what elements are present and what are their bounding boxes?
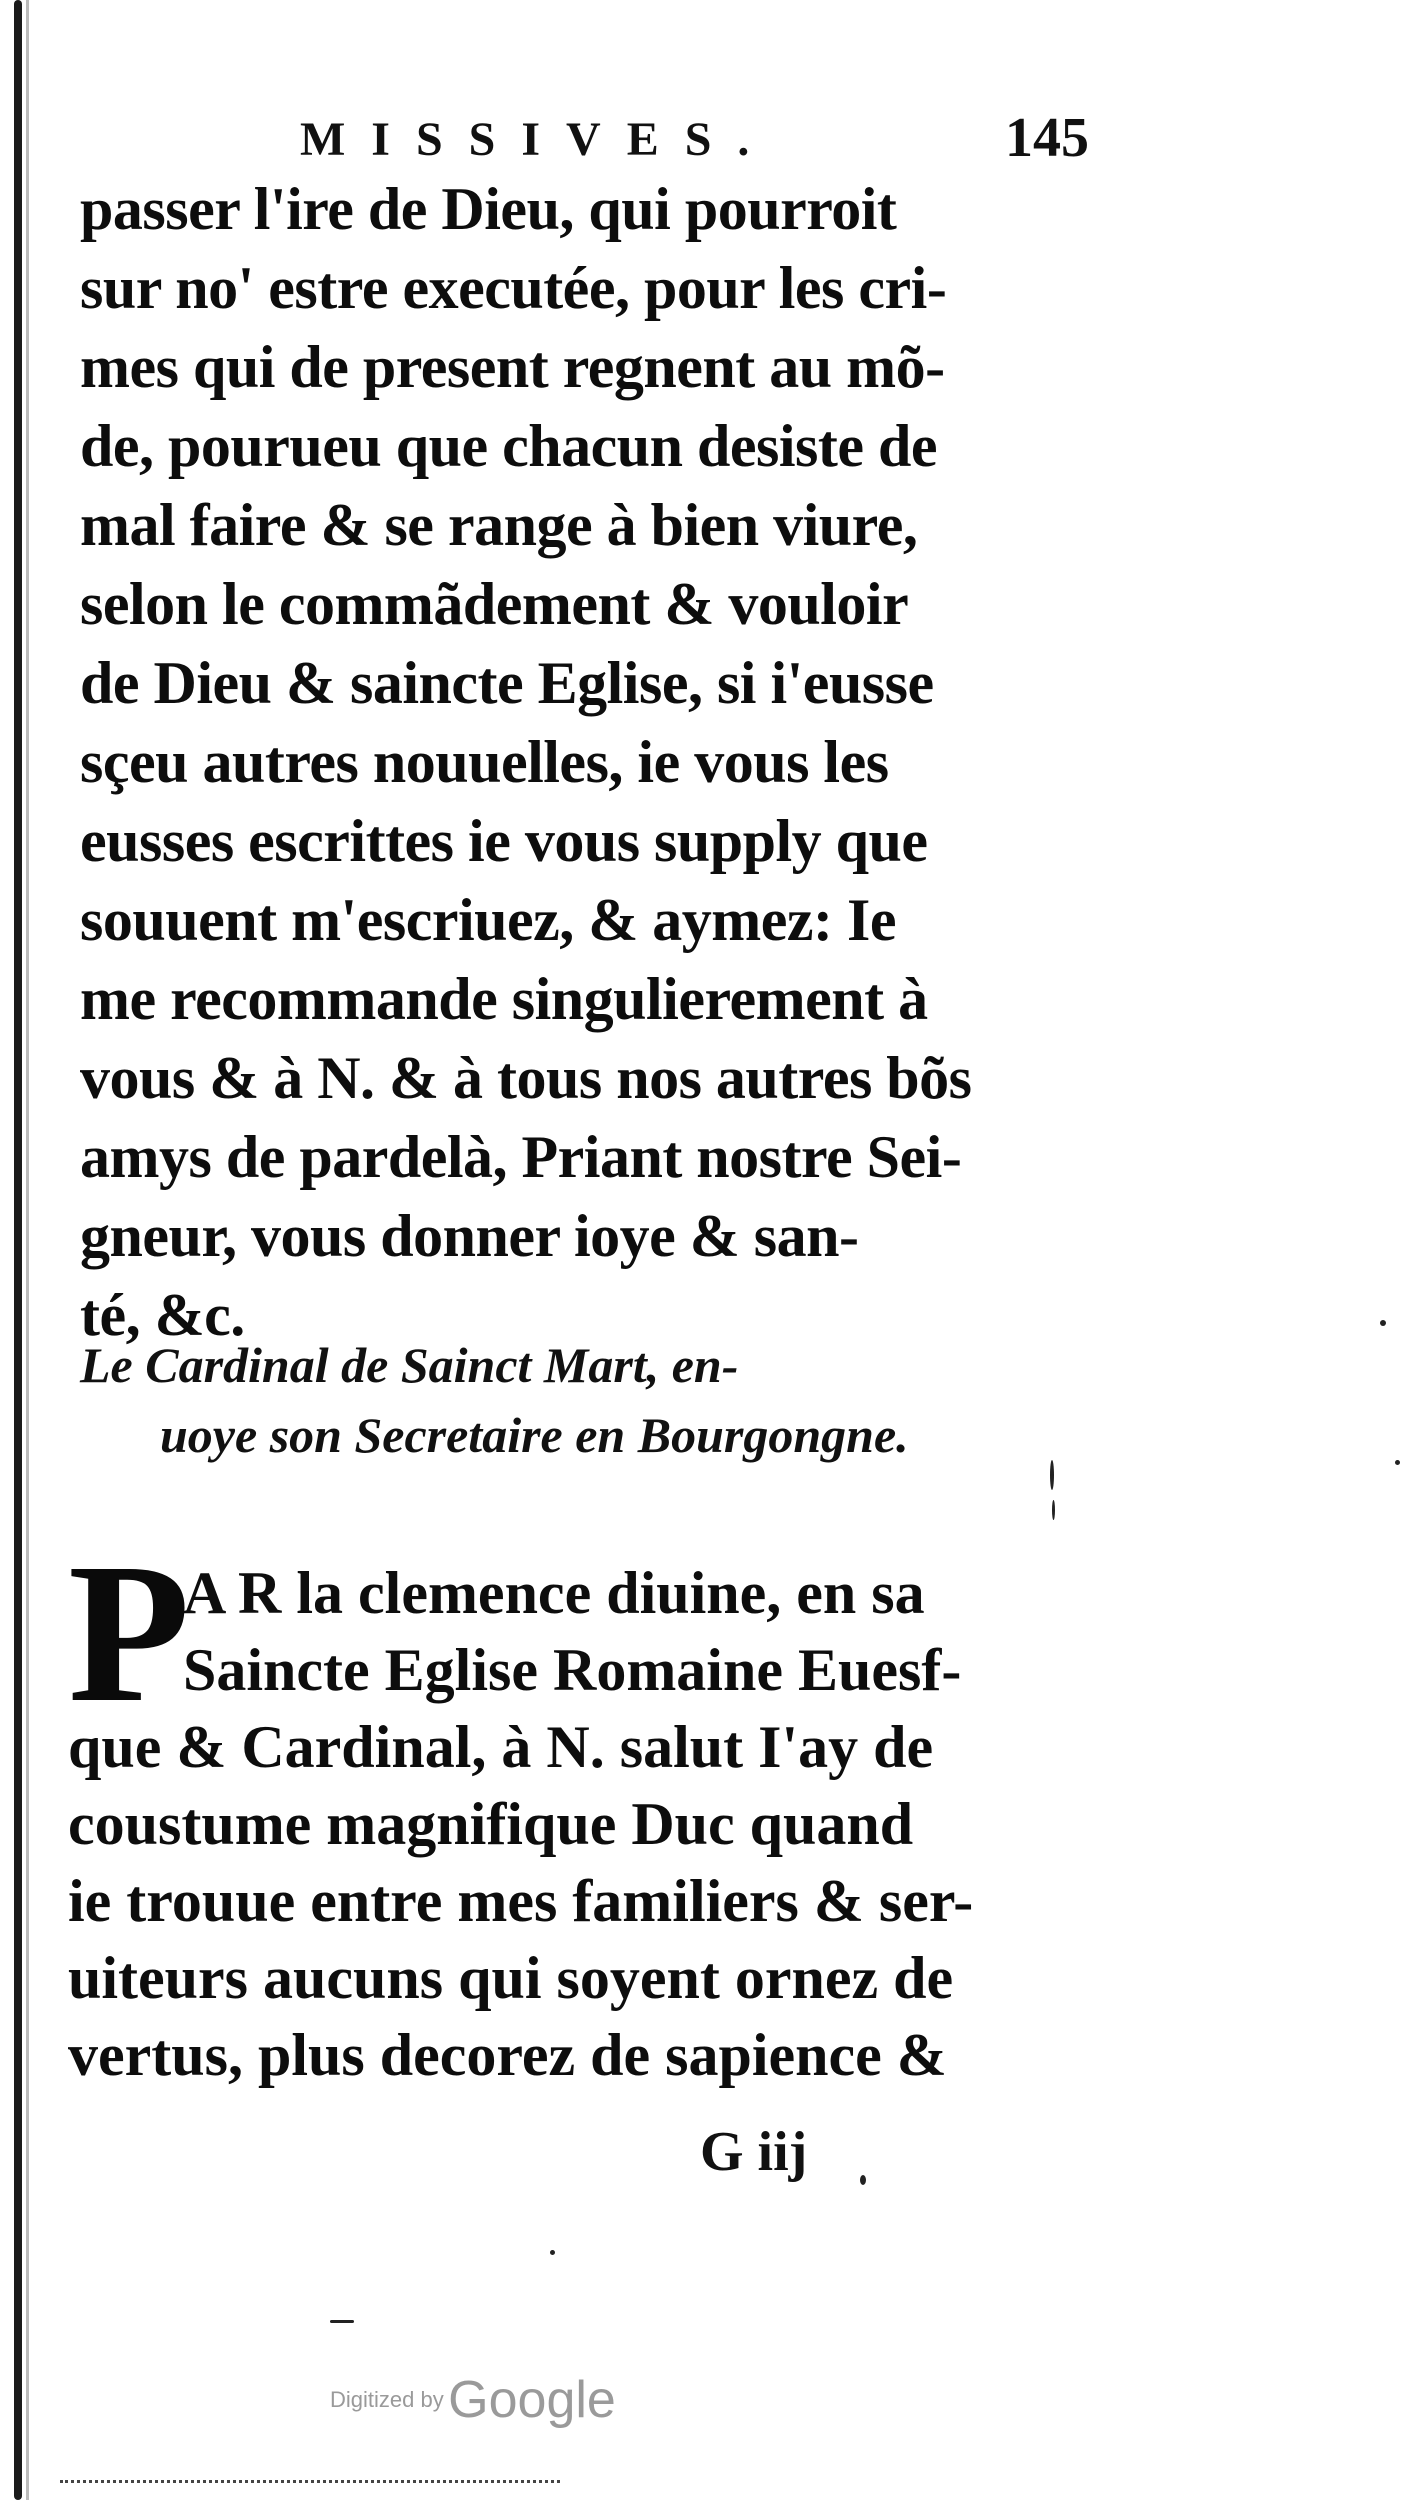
page-footer-noise — [60, 2480, 560, 2497]
text-line: sur no' estre executée, pour les cri- — [80, 255, 947, 321]
text-line: de, pourueu que chacun desiste de — [80, 413, 937, 479]
signature-mark: G iij — [700, 2121, 808, 2183]
text-line: passer l'ire de Dieu, qui pourroit — [80, 176, 897, 242]
main-text — [80, 170, 1100, 1355]
text-line: de Dieu & saincte Eglise, si i'eusse — [80, 650, 934, 716]
text-line: selon le commãdement & vouloir — [80, 571, 909, 637]
heading-line: Le Cardinal de Sainct Mart, en- — [80, 1337, 739, 1393]
text-line: Saincte Eglise Romaine Euesf- — [183, 1637, 962, 1703]
page-number: 145 — [1005, 107, 1089, 169]
text-line: eusses escrittes ie vous supply que — [80, 808, 928, 874]
watermark-brand: Google — [448, 2371, 616, 2429]
text-line: gneur, vous donner ioye & san- — [80, 1203, 859, 1269]
text-line: que & Cardinal, à N. salut I'ay de — [68, 1714, 934, 1780]
running-title: MISSIVES. — [300, 113, 776, 166]
watermark-prefix: Digitized by — [330, 2387, 444, 2412]
text-line: ie trouue entre mes familiers & ser- — [68, 1868, 974, 1934]
text-line: amys de pardelà, Priant nostre Sei- — [80, 1124, 962, 1190]
letter-heading — [80, 1330, 1080, 1470]
text-line: té, &c. — [80, 1282, 245, 1348]
text-line: uiteurs aucuns qui soyent ornez de — [68, 1945, 954, 2011]
drop-cap: P — [68, 1523, 191, 1744]
text-line: mes qui de present regnent au mõ- — [80, 334, 945, 400]
text-line: A R la clemence diuine, en sa — [183, 1560, 925, 1626]
heading-line: uoye son Secretaire en Bourgongne. — [160, 1407, 909, 1463]
digitization-watermark — [330, 2370, 616, 2430]
text-line: mal faire & se range à bien viure, — [80, 492, 918, 558]
text-line: vous & à N. & à tous nos autres bõs — [80, 1045, 972, 1111]
letter-body — [68, 1523, 1088, 2094]
binding-shadow — [26, 0, 29, 2500]
text-line: souuent m'escriuez, & aymez: Ie — [80, 887, 896, 953]
text-line: coustume magnifique Duc quand — [68, 1791, 914, 1857]
text-line: sçeu autres nouuelles, ie vous les — [80, 729, 889, 795]
binding-edge — [14, 0, 22, 2500]
text-line: vertus, plus decorez de sapience & — [68, 2022, 947, 2088]
text-line: me recommande singulierement à — [80, 966, 928, 1032]
